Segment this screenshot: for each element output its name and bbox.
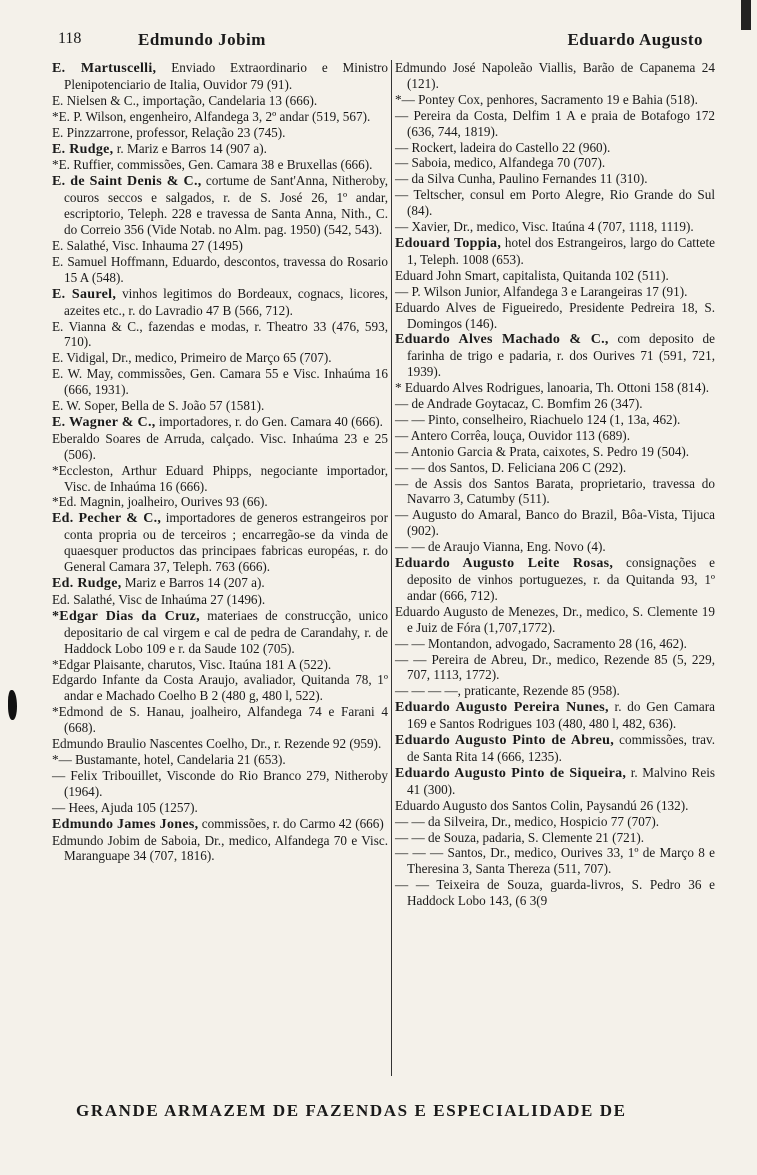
- directory-entry: [395, 108, 715, 140]
- directory-entry: [395, 331, 715, 380]
- entry-text: consignações e deposito de vinhos portuguezes, r. da Quitanda 93, 1º andar (666, 712).: [407, 555, 715, 603]
- entry-name: Eduardo Augusto Leite Rosas,: [395, 556, 614, 572]
- entry-text: *— Pontey Cox, penhores, Sacramento 19 e Bahia (518).: [395, 91, 698, 107]
- directory-entry: [395, 412, 715, 428]
- directory-entry: [52, 608, 388, 657]
- directory-entry: [395, 636, 715, 652]
- directory-entry: [52, 592, 388, 608]
- entry-text: Eduardo Augusto de Menezes, Dr., medico, S. Clemente 19 e Juiz de Fóra (1,707,1772).: [395, 603, 715, 635]
- entry-text: — da Silva Cunha, Paulino Fernandes 11 (310).: [395, 171, 648, 187]
- entry-text: r. Mariz e Barros 14 (907 a).: [113, 140, 267, 156]
- entry-text: Edmundo Jobim de Saboia, Dr., medico, Alfandega 70 e Visc. Maranguape 34 (707, 1816).: [52, 832, 388, 864]
- entry-text: Enviado Extraordinario e Ministro Plenipotenciario de Italia, Ouvidor 79 (91).: [64, 60, 388, 92]
- directory-entry: [395, 798, 715, 814]
- entry-text: — Teltscher, consul em Porto Alegre, Rio Grande do Sul (84).: [395, 187, 715, 219]
- directory-entry: [52, 141, 388, 158]
- directory-entry: [395, 428, 715, 444]
- directory-entry: [52, 736, 388, 752]
- directory-entry: [52, 800, 388, 816]
- directory-entry: [52, 109, 388, 125]
- entry-text: Eduardo Alves de Figueiredo, Presidente Pedreira 18, S. Domingos (146).: [395, 299, 715, 331]
- directory-entry: [395, 155, 715, 171]
- entry-text: — — Pinto, conselheiro, Riachuelo 124 (1, 13a, 462).: [395, 411, 681, 427]
- entry-text: E. W. Soper, Bella de S. João 57 (1581).: [52, 398, 265, 414]
- entry-text: — Felix Tribouillet, Visconde do Rio Branco 279, Nitheroby (1964).: [52, 767, 388, 799]
- entry-text: — de Assis dos Santos Barata, proprietario, travessa do Navarro 3, Catumby (511).: [395, 475, 715, 507]
- directory-entry: [52, 350, 388, 366]
- directory-entry: [52, 752, 388, 768]
- entry-text: r. Malvino Reis 41 (300).: [407, 764, 715, 797]
- entry-text: — Antonio Garcia & Prata, caixotes, S. Pedro 19 (504).: [395, 443, 690, 459]
- directory-entry: [52, 93, 388, 109]
- entry-text: *E. P. Wilson, engenheiro, Alfandega 3, 2º andar (519, 567).: [52, 108, 371, 124]
- directory-entry: [395, 219, 715, 235]
- entry-text: — Antero Corrêa, louça, Ouvidor 113 (689).: [395, 427, 630, 443]
- directory-entry: [52, 366, 388, 398]
- directory-entry: [52, 657, 388, 673]
- entry-text: hotel dos Estrangeiros, largo do Cattete 1, Teleph. 1008 (653).: [407, 234, 716, 267]
- entry-text: Edgardo Infante da Costa Araujo, avaliador, Quitanda 78, 1º andar e Machado Coelho B 2 (480 g, 480 l, 522).: [52, 672, 388, 704]
- entry-name: Eduardo Augusto Pereira Nunes,: [395, 700, 609, 716]
- directory-entry: [52, 414, 388, 431]
- entry-name: Eduardo Augusto Pinto de Siqueira,: [395, 765, 627, 781]
- entry-text: *Edmond de S. Hanau, joalheiro, Alfandega 74 e Farani 4 (668).: [52, 704, 388, 736]
- directory-entry: [395, 765, 715, 798]
- entry-text: importadores, r. do Gen. Camara 40 (666).: [155, 413, 383, 429]
- entry-name: Ed. Pecher & C.,: [52, 511, 162, 527]
- entry-text: — — — Santos, Dr., medico, Ourives 33, 1º de Março 8 e Theresina 3, Santa Thereza (511, 707).: [395, 845, 715, 877]
- entry-text: Edmundo José Napoleão Viallis, Barão de Capanema 24 (121).: [395, 60, 715, 91]
- entry-text: — de Andrade Goytacaz, C. Bomfim 26 (347).: [395, 396, 643, 412]
- entry-text: *E. Ruffier, commissões, Gen. Camara 38 e Bruxellas (666).: [52, 157, 373, 173]
- entry-text: E. Samuel Hoffmann, Eduardo, descontos, travessa do Rosario 15 A (548).: [52, 253, 388, 285]
- entry-text: — — Pereira de Abreu, Dr., medico, Rezende 85 (5, 229, 707, 1113, 1772).: [395, 651, 715, 683]
- entry-text: E. Vianna & C., fazendas e modas, r. Theatro 33 (476, 593, 710).: [52, 318, 388, 350]
- entry-text: *Edgar Plaisante, charutos, Visc. Itaúna 181 A (522).: [52, 656, 332, 672]
- entry-text: commissões, r. do Carmo 42 (666): [198, 815, 384, 831]
- entry-text: — P. Wilson Junior, Alfandega 3 e Larangeiras 17 (91).: [395, 283, 688, 299]
- directory-entry: [395, 396, 715, 412]
- entry-name: Ed. Rudge,: [52, 576, 122, 591]
- directory-entry: [52, 254, 388, 286]
- directory-entry: [395, 171, 715, 187]
- directory-entry: [395, 187, 715, 219]
- directory-entry: [395, 814, 715, 830]
- entry-text: — — dos Santos, D. Feliciana 206 C (292).: [395, 459, 627, 475]
- entry-name: E. Wagner & C.,: [52, 414, 156, 430]
- entry-text: Mariz e Barros 14 (207 a).: [121, 575, 265, 590]
- directory-entry: [395, 539, 715, 555]
- entry-text: r. do Gen Camara 169 e Santos Rodrigues 103 (480, 480 l, 482, 636).: [407, 699, 715, 732]
- directory-entry: [52, 173, 388, 238]
- entry-text: — Hees, Ajuda 105 (1257).: [52, 799, 198, 815]
- directory-entry: [52, 494, 388, 510]
- header-right-title: Eduardo Augusto: [567, 30, 703, 49]
- entry-text: importadores de generos estrangeiros por conta propria ou de terceiros ; encarregão-se da vinda de quaesquer productos das principaes fabricas européas, r. do General Camara 37, Teleph. 763 (666).: [64, 510, 388, 575]
- entry-text: E. Pinzzarrone, professor, Relação 23 (745).: [52, 124, 286, 140]
- entry-text: materiaes de construcção, unico depositario de cal virgem e cal de pedra de Carandahy, r. de Haddock Lobo 109 e r. da Saude 102 (705).: [64, 607, 388, 656]
- directory-entry: [395, 60, 715, 92]
- page-edge-mark: [741, 0, 751, 30]
- entry-text: — Pereira da Costa, Delfim 1 A e praia de Botafogo 172 (636, 744, 1819).: [395, 107, 715, 139]
- entry-text: — Augusto do Amaral, Banco do Brazil, Bôa-Vista, Tijuca (902).: [395, 507, 715, 539]
- entry-text: — Xavier, Dr., medico, Visc. Itaúna 4 (707, 1118, 1119).: [395, 219, 694, 235]
- entry-text: — — — —, praticante, Rezende 85 (958).: [395, 683, 620, 699]
- entry-text: E. W. May, commissões, Gen. Camara 55 e Visc. Inhaúma 16 (666, 1931).: [52, 366, 388, 398]
- entry-text: * Eduardo Alves Rodrigues, lanoaria, Th. Ottoni 158 (814).: [395, 380, 710, 396]
- directory-entry: [395, 140, 715, 156]
- entry-text: — — Teixeira de Souza, guarda-livros, S. Pedro 36 e Haddock Lobo 143, (6 3(9: [395, 877, 715, 909]
- entry-text: E. Salathé, Visc. Inhauma 27 (1495): [52, 237, 243, 253]
- directory-entry: [395, 683, 715, 699]
- entry-text: *Eccleston, Arthur Eduard Phipps, negociante importador, Visc. de Inhaúma 16 (666).: [52, 462, 388, 494]
- directory-entry: [395, 732, 715, 765]
- directory-entry: [52, 463, 388, 495]
- entry-name: E. Rudge,: [52, 141, 114, 157]
- directory-entry: [52, 575, 388, 592]
- entry-text: *Ed. Magnin, joalheiro, Ourives 93 (66).: [52, 494, 268, 510]
- ink-blot: [8, 690, 17, 720]
- entry-name: E. Saurel,: [52, 286, 117, 302]
- entry-text: Edmundo Braulio Nascentes Coelho, Dr., r. Rezende 92 (959).: [52, 736, 382, 752]
- entry-text: — — de Araujo Vianna, Eng. Novo (4).: [395, 539, 606, 555]
- footer-advert: GRANDE ARMAZEM DE FAZENDAS E ESPECIALIDADE DE: [76, 1101, 627, 1120]
- entry-name: Eduardo Alves Machado & C.,: [395, 332, 609, 348]
- entry-name: Eduardo Augusto Pinto de Abreu,: [395, 733, 615, 749]
- entry-text: Eduardo Augusto dos Santos Colin, Paysandú 26 (132).: [395, 797, 689, 813]
- entry-text: — Rockert, ladeira do Castello 22 (960).: [395, 139, 611, 155]
- directory-entry: [52, 833, 388, 865]
- entry-text: vinhos legitimos do Bordeaux, cognacs, licores, azeites etc., r. do Lavradio 47 B (566, 712).: [64, 285, 388, 318]
- directory-entry: [52, 319, 388, 351]
- entry-name: E. Martuscelli,: [52, 61, 157, 76]
- directory-entry: [395, 476, 715, 508]
- directory-entry: [52, 672, 388, 704]
- entry-text: cortume de Sant'Anna, Nitheroby, couros seccos e salgados, r. de S. José 26, 1º andar, escriptorio, Teleph. 228 e travessa de Santa Anna, Nith., C. do Correio 356 (Vide Notab. no Alm. pag. 1950) (542, 543).: [64, 173, 388, 238]
- left-column: [52, 60, 388, 864]
- directory-entry: [395, 845, 715, 877]
- directory-entry: [52, 125, 388, 141]
- directory-entry: [52, 157, 388, 173]
- directory-entry: [395, 507, 715, 539]
- directory-entry: [52, 704, 388, 736]
- directory-entry: [395, 235, 715, 268]
- column-divider: [391, 60, 392, 1076]
- directory-entry: [395, 284, 715, 300]
- entry-text: Eduard John Smart, capitalista, Quitanda 102 (511).: [395, 267, 669, 283]
- directory-entry: [395, 830, 715, 846]
- entry-text: *— Bustamante, hotel, Candelaria 21 (653).: [52, 751, 286, 767]
- directory-entry: [52, 816, 388, 833]
- entry-text: Ed. Salathé, Visc de Inhaúma 27 (1496).: [52, 591, 266, 607]
- directory-entry: [52, 60, 388, 93]
- directory-entry: [395, 92, 715, 108]
- directory-entry: [395, 268, 715, 284]
- page-number: 118: [58, 30, 82, 47]
- directory-entry: [52, 510, 388, 575]
- directory-entry: [395, 699, 715, 732]
- directory-entry: [52, 768, 388, 800]
- entry-text: — — de Souza, padaria, S. Clemente 21 (721).: [395, 829, 645, 845]
- entry-text: E. Nielsen & C., importação, Candelaria 13 (666).: [52, 92, 318, 108]
- entry-text: E. Vidigal, Dr., medico, Primeiro de Março 65 (707).: [52, 350, 332, 366]
- right-column: [395, 60, 715, 909]
- directory-entry: [52, 398, 388, 414]
- directory-entry: [395, 444, 715, 460]
- entry-name: Edmundo James Jones,: [52, 816, 199, 832]
- entry-text: commissões, trav. de Santa Rita 14 (666, 1235).: [407, 732, 715, 764]
- directory-entry: [395, 380, 715, 396]
- entry-text: — Saboia, medico, Alfandega 70 (707).: [395, 155, 606, 171]
- directory-entry: [395, 460, 715, 476]
- directory-entry: [395, 300, 715, 332]
- directory-entry: [395, 877, 715, 909]
- directory-entry: [395, 604, 715, 636]
- entry-text: com deposito de farinha de trigo e padaria, r. dos Ourives 71 (591, 721, 1939).: [407, 331, 715, 380]
- entry-text: Eberaldo Soares de Arruda, calçado. Visc. Inhaúma 23 e 25 (506).: [52, 430, 388, 462]
- directory-entry: [395, 652, 715, 684]
- directory-entry: [52, 238, 388, 254]
- entry-name: Edouard Toppia,: [395, 235, 502, 251]
- page-header: [58, 30, 715, 52]
- entry-name: *Edgar Dias da Cruz,: [52, 608, 200, 624]
- directory-entry: [52, 286, 388, 319]
- directory-entry: [395, 555, 715, 604]
- header-left-title: Edmundo Jobim: [138, 30, 266, 49]
- directory-entry: [52, 431, 388, 463]
- entry-text: — — da Silveira, Dr., medico, Hospicio 77 (707).: [395, 813, 660, 829]
- entry-text: — — Montandon, advogado, Sacramento 28 (16, 462).: [395, 635, 687, 651]
- entry-name: E. de Saint Denis & C.,: [52, 174, 202, 190]
